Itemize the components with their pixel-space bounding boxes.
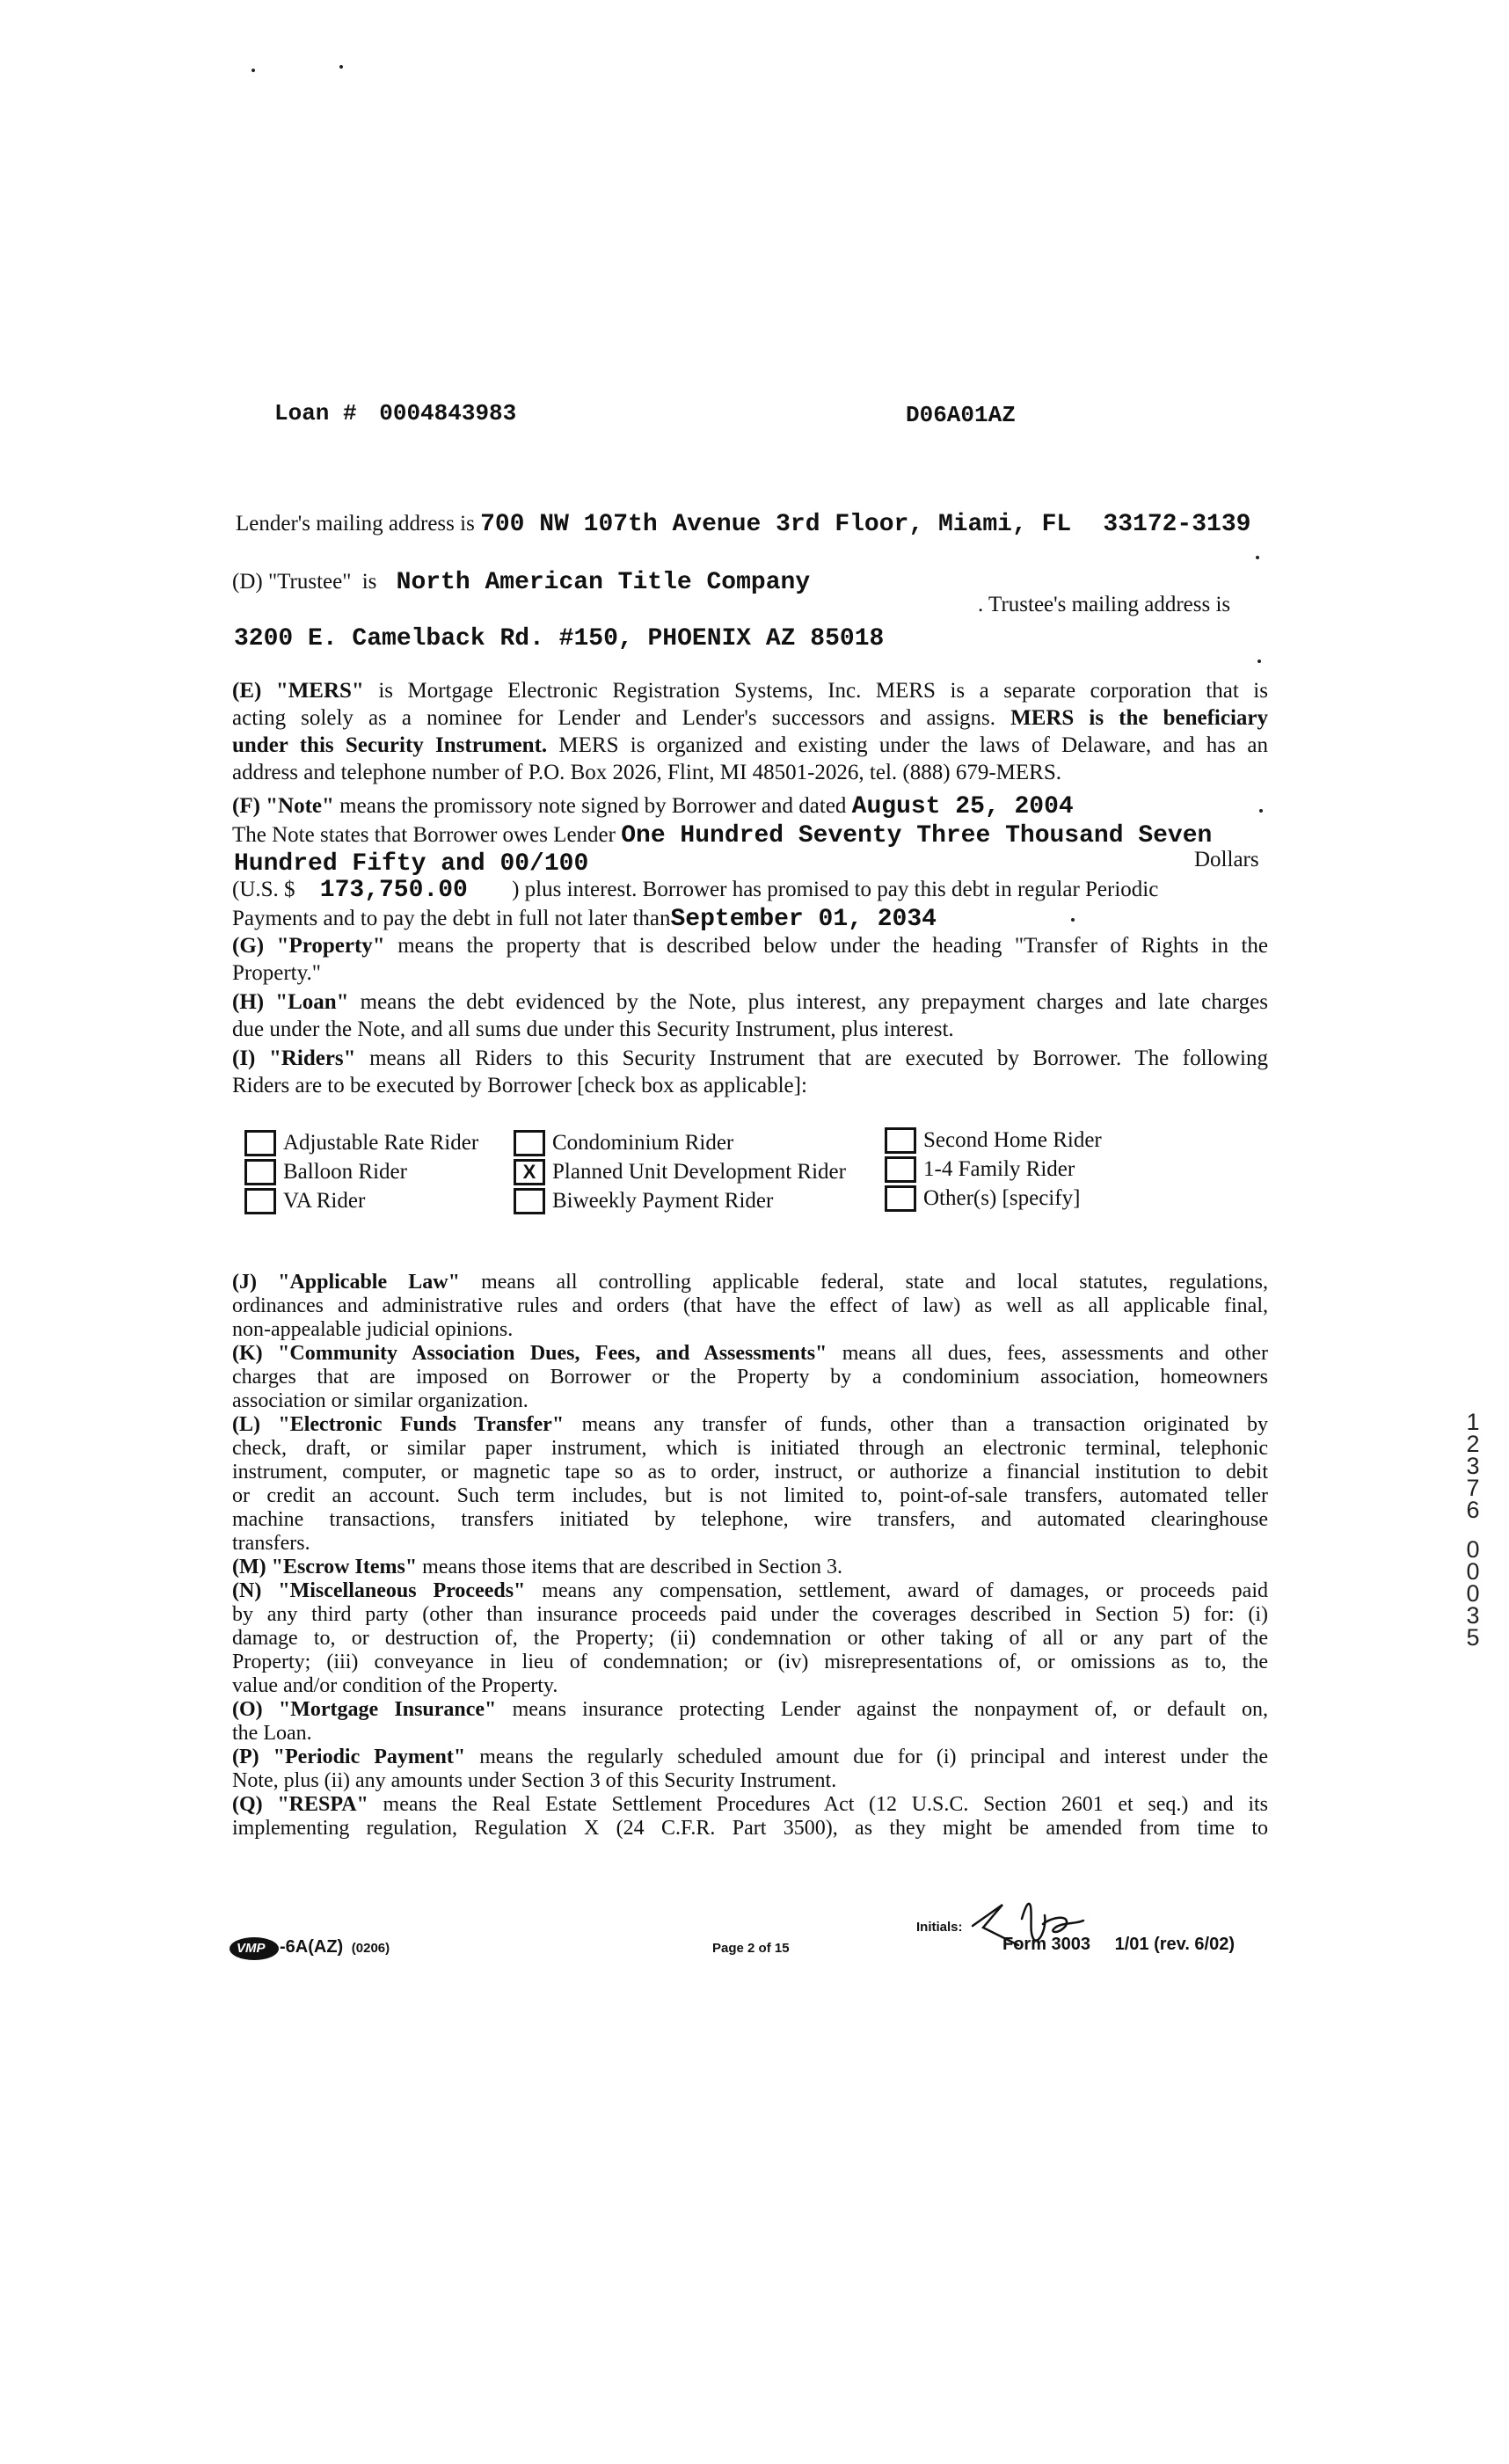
rider-label: Balloon Rider bbox=[283, 1160, 407, 1184]
note-label: (F) "Note" bbox=[232, 794, 334, 818]
rider-1-4-family[interactable] bbox=[885, 1155, 1075, 1184]
mers-line-3a: under this Security Instrument. bbox=[232, 733, 548, 757]
rider-va[interactable] bbox=[244, 1187, 365, 1215]
def-l-line-6: transfers. bbox=[232, 1532, 310, 1555]
def-k-line-1: means all dues, fees, assessments and other bbox=[842, 1342, 1269, 1365]
rider-adjustable-rate[interactable] bbox=[244, 1129, 478, 1157]
stamp-digit: 1 bbox=[1466, 1409, 1480, 1435]
lender-address-prefix: Lender's mailing address is bbox=[236, 512, 475, 536]
def-o-label: (O) "Mortgage Insurance" bbox=[232, 1698, 497, 1721]
loan-label: Loan # bbox=[274, 400, 357, 426]
stamp-digit: 2 bbox=[1466, 1431, 1480, 1457]
loan-def-line-2: due under the Note, and all sums due under this Security Instrument, plus interest. bbox=[232, 1017, 954, 1041]
loan-def-label: (H) "Loan" bbox=[232, 990, 349, 1014]
stamp-digit: 0 bbox=[1466, 1536, 1480, 1563]
stamp-digit: 3 bbox=[1466, 1602, 1480, 1629]
property-line-2: Property." bbox=[232, 961, 321, 985]
footer-form-date: 1/01 (rev. 6/02) bbox=[1114, 1935, 1236, 1954]
def-o-line-1: means insurance protecting Lender against the nonpayment of, or default on, bbox=[512, 1698, 1268, 1721]
trustee-address: 3200 E. Camelback Rd. #150, PHOENIX AZ 85018 bbox=[234, 625, 885, 652]
trustee-label: (D) "Trustee" bbox=[232, 570, 352, 594]
def-o-line-2: the Loan. bbox=[232, 1722, 312, 1745]
riders-line-1: means all Riders to this Security Instrument that are executed by Borrower. The following bbox=[369, 1046, 1269, 1070]
def-q-label: (Q) "RESPA" bbox=[232, 1793, 368, 1816]
scan-mark bbox=[252, 69, 255, 72]
property-line-1: means the property that is described below under the heading "Transfer of Rights in the bbox=[397, 934, 1269, 958]
note-line-4-text: Payments and to pay the debt in full not later than bbox=[232, 907, 671, 930]
definitions-block bbox=[232, 1271, 1268, 1841]
footer-form-code-text: -6A(AZ) bbox=[280, 1937, 344, 1957]
scan-mark bbox=[1256, 556, 1259, 559]
riders-definition bbox=[232, 1045, 1268, 1099]
rider-label: VA Rider bbox=[283, 1189, 366, 1213]
rider-label: Second Home Rider bbox=[923, 1128, 1102, 1152]
def-n-line-5: value and/or condition of the Property. bbox=[232, 1674, 558, 1697]
rider-checkbox[interactable] bbox=[514, 1130, 545, 1156]
rider-label: 1-4 Family Rider bbox=[923, 1157, 1075, 1181]
def-n-line-4: Property; (iii) conveyance in lieu of condemnation; or (iv) misrepresentations of, or omissions as to, the bbox=[232, 1651, 1268, 1673]
trustee-name: North American Title Company bbox=[396, 569, 811, 596]
def-m-line-1: means those items that are described in Section 3. bbox=[422, 1556, 843, 1578]
note-amount: 173,750.00 bbox=[319, 877, 468, 904]
note-line-1-text: means the promissory note signed by Borrower and dated bbox=[339, 794, 847, 818]
def-j-line-2: ordinances and administrative rules and orders (that have the effect of law) as well as all applicable final, bbox=[232, 1294, 1268, 1317]
note-maturity: September 01, 2034 bbox=[670, 906, 937, 933]
recording-number-stamp bbox=[1458, 1411, 1488, 1649]
lender-address-line bbox=[236, 510, 1250, 538]
scan-mark bbox=[1258, 660, 1261, 663]
def-n-line-1: means any compensation, settlement, award of damages, or proceeds paid bbox=[542, 1579, 1268, 1602]
stamp-digit: 6 bbox=[1466, 1497, 1480, 1523]
def-l-line-1: means any transfer of funds, other than a transaction originated by bbox=[581, 1413, 1268, 1436]
note-line-4 bbox=[232, 905, 937, 933]
note-date: August 25, 2004 bbox=[851, 793, 1074, 820]
mers-label: (E) "MERS" bbox=[232, 679, 364, 703]
def-k-label: (K) "Community Association Dues, Fees, and Assessments" bbox=[232, 1342, 827, 1365]
footer-form-code-date: (0206) bbox=[351, 1941, 390, 1956]
doc-code: D06A01AZ bbox=[906, 402, 1016, 428]
note-line-2-text: The Note states that Borrower owes Lender bbox=[232, 823, 616, 847]
note-us-prefix: (U.S. $ bbox=[232, 878, 295, 901]
mers-line-4: address and telephone number of P.O. Box 2026, Flint, MI 48501-2026, tel. (888) 679-MERS. bbox=[232, 761, 1061, 784]
rider-label: Biweekly Payment Rider bbox=[552, 1189, 774, 1213]
def-l-line-2: check, draft, or similar paper instrument, which is initiated through an electronic terminal, telephonic bbox=[232, 1437, 1268, 1460]
vmp-logo-text: VMP bbox=[237, 1941, 266, 1956]
mers-line-2a: acting solely as a nominee for Lender and Lender's successors and assigns. bbox=[232, 706, 995, 730]
note-line-2 bbox=[232, 821, 1212, 849]
rider-checkbox[interactable] bbox=[244, 1159, 276, 1185]
def-p-line-1: means the regularly scheduled amount due for (i) principal and interest under the bbox=[479, 1746, 1268, 1768]
rider-label: Adjustable Rate Rider bbox=[283, 1131, 479, 1155]
loan-number-line bbox=[274, 400, 516, 426]
rider-balloon[interactable] bbox=[244, 1158, 407, 1186]
note-dollars: Dollars bbox=[1194, 848, 1259, 871]
trustee-mailing-suffix: . Trustee's mailing address is bbox=[978, 593, 1231, 616]
def-l-line-3: instrument, computer, or magnetic tape so as to order, instruct, or authorize a financial institution to debit bbox=[232, 1461, 1268, 1484]
rider-label: Other(s) [specify] bbox=[923, 1186, 1081, 1210]
loan-number: 0004843983 bbox=[379, 400, 517, 426]
def-m-label: (M) "Escrow Items" bbox=[232, 1556, 418, 1578]
def-n-line-2: by any third party (other than insurance proceeds paid under the coverages described in Section 5) for: (i) bbox=[232, 1603, 1268, 1626]
lender-address-value: 700 NW 107th Avenue 3rd Floor, Miami, FL bbox=[480, 511, 1072, 538]
stamp-digit: 0 bbox=[1466, 1558, 1480, 1585]
loan-def-line-1: means the debt evidenced by the Note, plus interest, any prepayment charges and late charges bbox=[360, 990, 1269, 1014]
def-j-label: (J) "Applicable Law" bbox=[232, 1271, 460, 1294]
def-q-line-2: implementing regulation, Regulation X (24 C.F.R. Part 3500), as they might be amended from time to bbox=[232, 1817, 1268, 1840]
note-line-3 bbox=[232, 876, 1158, 904]
def-p-line-2: Note, plus (ii) any amounts under Section 3 of this Security Instrument. bbox=[232, 1769, 837, 1792]
stamp-digit: 7 bbox=[1466, 1475, 1480, 1501]
trustee-line bbox=[232, 568, 810, 596]
def-j-line-1: means all controlling applicable federal, state and local statutes, regulations, bbox=[481, 1271, 1268, 1294]
def-n-label: (N) "Miscellaneous Proceeds" bbox=[232, 1579, 526, 1602]
rider-condominium[interactable] bbox=[514, 1129, 733, 1157]
def-q-line-1: means the Real Estate Settlement Procedures Act (12 U.S.C. Section 2601 et seq.) and its bbox=[383, 1793, 1269, 1816]
rider-checkbox[interactable] bbox=[885, 1185, 916, 1212]
stamp-digit: 5 bbox=[1466, 1624, 1480, 1651]
footer-initials-label: Initials: bbox=[916, 1920, 963, 1935]
loan-definition bbox=[232, 988, 1268, 1043]
scan-mark bbox=[1071, 918, 1075, 922]
mers-line-3b: MERS is organized and existing under the laws of Delaware, and has an bbox=[558, 733, 1269, 757]
note-line-3-text: ) plus interest. Borrower has promised to pay this debt in regular Periodic bbox=[512, 878, 1159, 901]
rider-checkbox[interactable] bbox=[885, 1127, 916, 1154]
property-definition bbox=[232, 932, 1268, 987]
note-line-1 bbox=[232, 792, 1074, 820]
scan-mark bbox=[1259, 809, 1263, 813]
def-p-label: (P) "Periodic Payment" bbox=[232, 1746, 466, 1768]
vmp-logo bbox=[229, 1935, 280, 1962]
rider-checkbox[interactable] bbox=[514, 1188, 545, 1214]
trustee-is: is bbox=[361, 570, 377, 594]
rider-biweekly-payment[interactable] bbox=[514, 1187, 773, 1215]
note-amount-words-2: Hundred Fifty and 00/100 bbox=[234, 850, 589, 878]
def-l-line-4: or credit an account. Such term includes, but is not limited to, point-of-sale transfers, automated teller bbox=[232, 1484, 1268, 1507]
footer-form-number bbox=[1002, 1935, 1235, 1955]
rider-second-home[interactable] bbox=[885, 1126, 1102, 1155]
rider-checkbox[interactable] bbox=[885, 1156, 916, 1183]
riders-line-2: Riders are to be executed by Borrower [check box as applicable]: bbox=[232, 1074, 807, 1097]
stamp-digit: 0 bbox=[1466, 1580, 1480, 1607]
def-l-line-5: machine transactions, transfers initiated by telephone, wire transfers, and automated clearinghouse bbox=[232, 1508, 1268, 1531]
rider-label: Condominium Rider bbox=[552, 1131, 734, 1155]
stamp-digit: 3 bbox=[1466, 1453, 1480, 1479]
footer-form-code bbox=[280, 1937, 390, 1957]
rider-planned-unit-development[interactable] bbox=[514, 1158, 846, 1186]
note-amount-words-1: One Hundred Seventy Three Thousand Seven bbox=[621, 822, 1213, 849]
def-n-line-3: damage to, or destruction of, the Property; (ii) condemnation or other taking of all or any part of the bbox=[232, 1627, 1268, 1650]
mers-line-1: is Mortgage Electronic Registration Systems, Inc. MERS is a separate corporation that is bbox=[378, 679, 1268, 703]
property-label: (G) "Property" bbox=[232, 934, 385, 958]
def-k-line-2: charges that are imposed on Borrower or the Property by a condominium association, homeowners bbox=[232, 1366, 1268, 1389]
rider-checkbox[interactable] bbox=[244, 1188, 276, 1214]
mers-definition bbox=[232, 677, 1268, 786]
footer-form: Form 3003 bbox=[1002, 1935, 1091, 1954]
rider-checkbox[interactable]: X bbox=[514, 1159, 545, 1185]
def-l-label: (L) "Electronic Funds Transfer" bbox=[232, 1413, 565, 1436]
rider-checkbox[interactable] bbox=[244, 1130, 276, 1156]
lender-address-zip: 33172-3139 bbox=[1103, 511, 1251, 538]
def-j-line-3: non-appealable judicial opinions. bbox=[232, 1318, 514, 1341]
rider-others[interactable] bbox=[885, 1185, 1080, 1213]
footer-page-number: Page 2 of 15 bbox=[712, 1941, 790, 1956]
scan-mark bbox=[339, 65, 343, 69]
mers-line-2b: MERS is the beneficiary bbox=[1010, 706, 1269, 730]
riders-label: (I) "Riders" bbox=[232, 1046, 356, 1070]
def-k-line-3: association or similar organization. bbox=[232, 1389, 529, 1412]
rider-label: Planned Unit Development Rider bbox=[552, 1160, 846, 1184]
